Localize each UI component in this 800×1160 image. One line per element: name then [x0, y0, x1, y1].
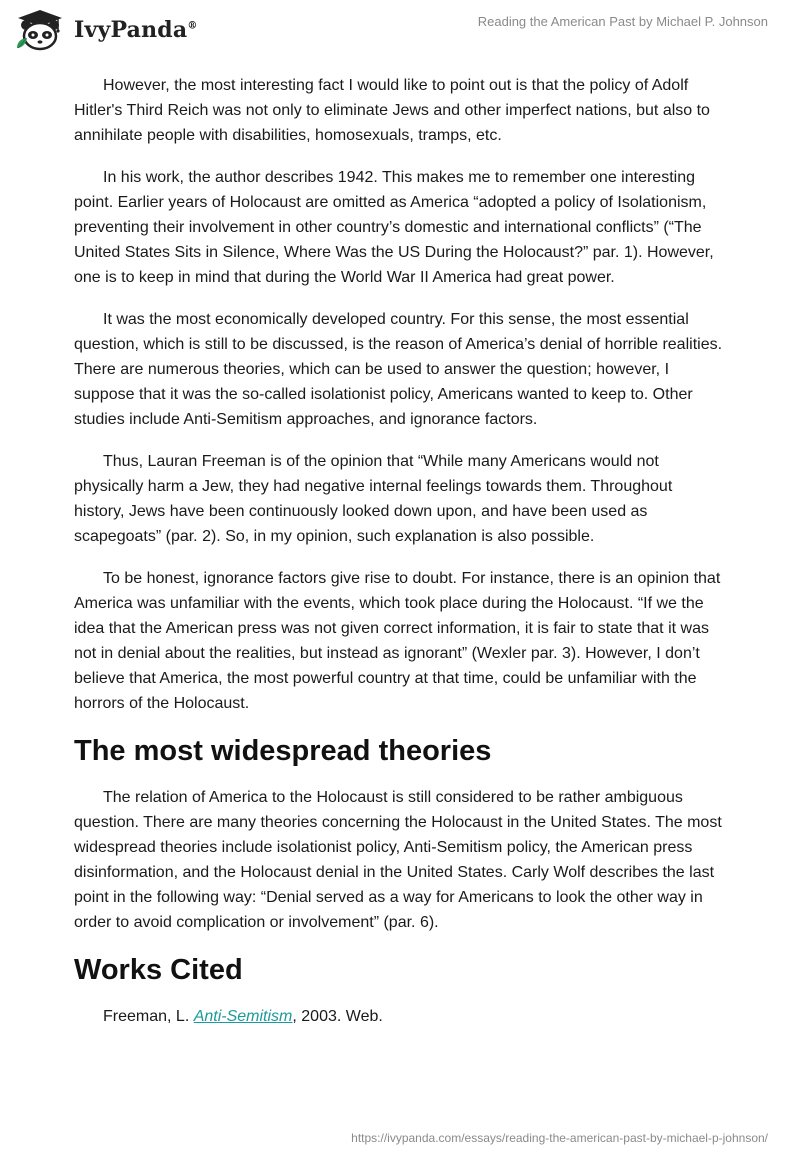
- panda-logo-icon: [14, 8, 66, 52]
- body-paragraph: In his work, the author describes 1942. This makes me to remember one interesting point. Earlier years of Holocaust are omitted as America “adopted a policy of Isolationism, preventing their involvement in other country’s domestic and international conflicts” (“The United States Sits in Silence, Where Was the US During the Holocaust?” par. 1). However, one is to keep in mind that during the World War II America had great power.: [74, 169, 714, 286]
- ivypanda-logo[interactable]: [14, 8, 198, 52]
- body-paragraph: The relation of America to the Holocaust is still considered to be rather ambiguous question. There are many theories concerning the Holocaust in the United States. The most widespread theories include isolationist policy, Anti-Semitism policy, the American press disinformation, and the Holocaust denial in the United States. Carly Wolf describes the last point in the following way: “Denial served as a way for Americans to look the other way in order to avoid complication or involvement” (par. 6).: [74, 789, 722, 931]
- citation-entry: [74, 1004, 724, 1029]
- body-paragraph: Thus, Lauran Freeman is of the opinion that “While many Americans would not physically harm a Jew, they had negative internal feelings towards them. Throughout history, Jews have been continuously looked down upon, and have been used as scapegoats” (par. 2). So, in my opinion, such explanation is also possible.: [74, 453, 673, 545]
- document-title: Reading the American Past by Michael P. Johnson: [477, 14, 768, 29]
- body-paragraph: To be honest, ignorance factors give rise to doubt. For instance, there is an opinion that America was unfamiliar with the events, which took place during the Holocaust. “If we the idea that the American press was not given correct information, it is fair to state that it was not in denial about the realities, but instead as ignorant” (Wexler par. 3). However, I don’t believe that America, the most powerful country at that time, could be unfamiliar with the horrors of the Holocaust.: [74, 570, 721, 712]
- body-paragraph: It was the most economically developed country. For this sense, the most essential question, which is still to be discussed, is the reason of America’s denial of horrible realities. There are numerous theories, which can be used to answer the question; however, I suppose that it was the so-called isolationist policy, Americans wanted to keep to. Other studies include Anti-Semitism approaches, and ignorance factors.: [74, 311, 723, 428]
- essay-content: [74, 73, 724, 1029]
- source-url[interactable]: https://ivypanda.com/essays/reading-the-american-past-by-michael-p-johnson/: [351, 1131, 768, 1145]
- citation-title-link[interactable]: Anti-Semitism: [193, 1008, 293, 1025]
- page-header: [0, 0, 800, 70]
- citation-author: Freeman, L.: [103, 1008, 194, 1025]
- citation-details: , 2003. Web.: [292, 1008, 383, 1025]
- brand-name: IvyPanda®: [74, 17, 198, 43]
- section-heading-theories: The most widespread theories: [74, 735, 492, 767]
- section-heading-works-cited: Works Cited: [74, 954, 243, 986]
- body-paragraph: However, the most interesting fact I would like to point out is that the policy of Adolf Hitler's Third Reich was not only to eliminate Jews and other imperfect nations, but also to annihilate people with disabilities, homosexuals, tramps, etc.: [74, 77, 710, 144]
